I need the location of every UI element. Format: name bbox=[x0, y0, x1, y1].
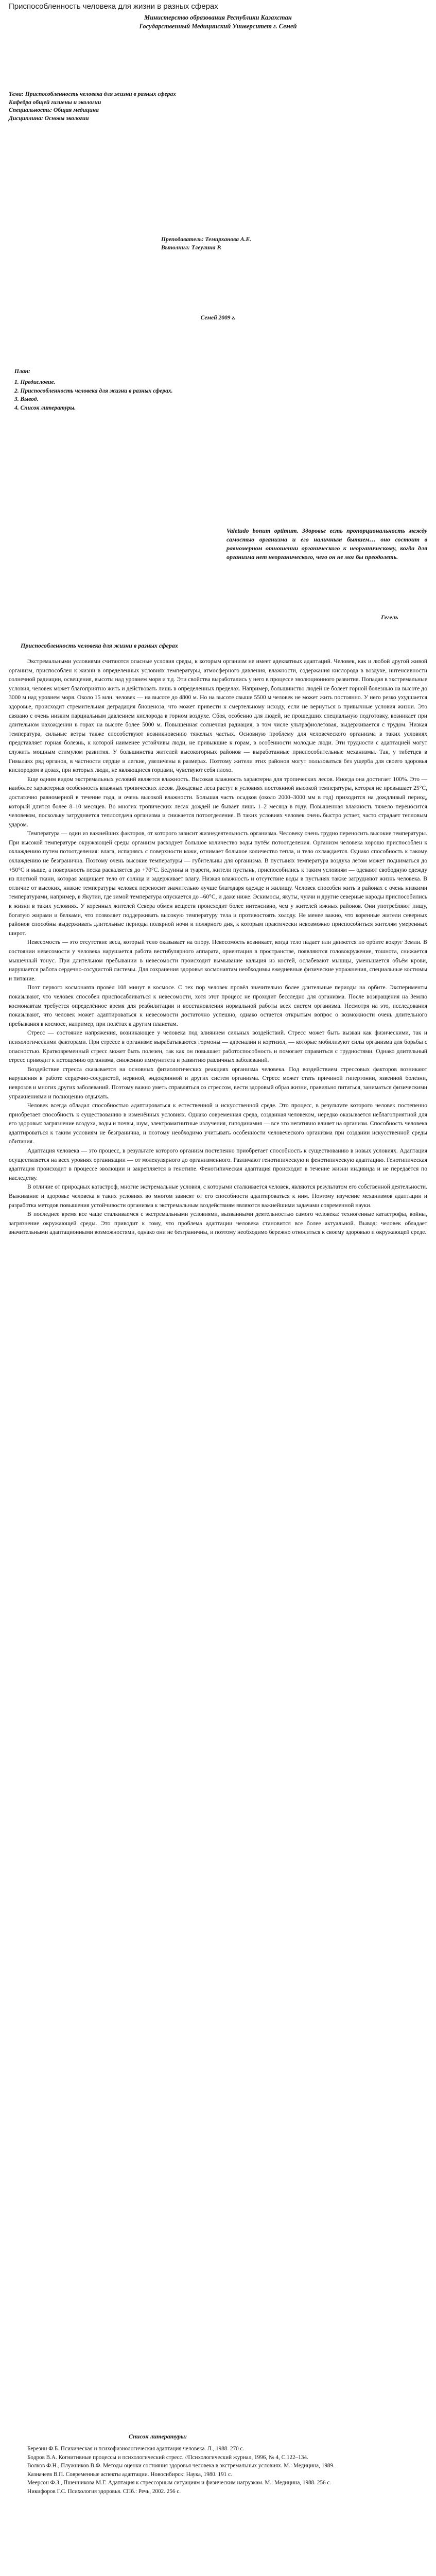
university-line: Государственный Медицинский Университет г. Семей bbox=[139, 23, 297, 30]
body-paragraph: Стресс — состояние напряжения, возникающее у человека под влиянием сильных воздействий. Стресс может быть вызван как физическими, так и психологическими факторами. При стрессе в организме вырабатываются гормоны — адреналин и кортизол, — которые мобилизуют силы организма для борьбы с опасностью. Кратковременный стресс может быть полезен, так как он повышает работоспособность и помогает справиться с трудностями. Однако длительный стресс приводит к истощению организма, снижению иммунитета и развитию различных заболеваний. bbox=[9, 1029, 427, 1064]
literature-item: Березин Ф.Б. Психическая и психофизиологическая адаптация человека. Л., 1988. 270 с. bbox=[27, 2446, 245, 2452]
epigraph-author: Гегель bbox=[381, 614, 398, 621]
plan-item: 3. Вывод. bbox=[14, 396, 39, 402]
body-paragraph: Человек всегда обладал способностью адаптироваться к естественной и искусственной среде. Это процесс, в результате которого человек постепенно приобретает способность к существованию в изменённых условиях. Однако современная среда, созданная человеком, нередко оказывается неблагоприятной для его здоровья: загрязнение воздуха, воды и почвы, шум, электромагнитные излучения, гиподинамия — все это негативно влияет на организм. Способность человека адаптироваться к таким условиям не безгранична, и поэтому необходимо учитывать особенности человеческого организма при создании искусственной среды обитания. bbox=[9, 1102, 427, 1145]
student-line: Выполнил: Тлеулина Р. bbox=[161, 244, 222, 251]
plan-item: 2. Приспособленность человека для жизни в разных сферах. bbox=[14, 387, 173, 394]
literature-item: Меерсон Ф.З., Пшенникова М.Г. Адаптация к стрессорным ситуациям и физическим нагрузкам. М.: Медицина, 1988. 256 с. bbox=[27, 2480, 332, 2486]
body-paragraph: Еще одним видом экстремальных условий является влажность. Высокая влажность характерна для тропических лесов. Иногда она достигает 100%. Это — наиболее характерная особенность влажных тропических лесов. Дождевые леса растут в условиях постоянной высокой температуры, которая не превышает 25°С, достаточно равномерной в течение года, и очень высокой влажности. Большая часть осадков (около 2000–3000 мм в год) приходится на дождливый период, который длится более 8–10 месяцев. Во многих тропических лесах дождей не бывает лишь 1–2 месяца в году. Повышенная влажность тяжело переносится человеком, поскольку затрудняется теплоотдача организма и снижается потоотделение. В таких условиях человек очень быстро устает, часто страдает тепловым ударом. bbox=[9, 775, 427, 828]
body-paragraph: В отличие от природных катастроф, многие экстремальные условия, с которыми сталкивается человек, являются результатом его собственной деятельности. Выживание и здоровье человека в таких условиях во многом зависят от его способности адаптироваться к ним. Поэтому изучение механизмов адаптации и разработка методов повышения устойчивости организма к экстремальным воздействиям являются важнейшими задачами современной науки. bbox=[9, 1183, 427, 1209]
literature-item: Волков Ф.Н., Плужников В.Ф. Методы оценки состояния здоровья человека в экстремальных условиях. М.: Медицина, 1989. bbox=[27, 2463, 335, 2469]
body-paragraph: В последнее время все чаще сталкиваемся с экстремальными условиями, вызванными деятельностью самого человека: техногенные катастрофы, войны, загрязнение окружающей среды. Это приводит к тому, что проблема адаптации человека становится все более актуальной. Вывод: человек обладает значительными адаптационными возможностями, однако они не безграничны, и поэтому необходимо бережно относиться к своему здоровью и окружающей среде. bbox=[9, 1211, 427, 1236]
body-paragraph: Адаптация человека — это процесс, в результате которого организм постепенно приобретает способность к существованию в новых условиях. Адаптация осуществляется на всех уровнях организации — от молекулярного до организменного. Различают генотипическую и фенотипическую адаптацию. Генотипическая адаптация происходит в процессе эволюции и закрепляется в генотипе. Фенотипическая адаптация происходит в течение жизни индивида и не передаётся по наследству. bbox=[9, 1147, 427, 1181]
literature-item: Никифоров Г.С. Психология здоровья. СПб.: Речь, 2002. 256 с. bbox=[27, 2488, 181, 2495]
body-paragraph: Поэт первого космонавта провёл 108 минут в космосе. С тех пор человек провёл значительно более длительные периоды на орбите. Эксперименты показывают, что человек способен приспосабливаться к невесомости, хотя этот процесс не проходит бесследно для организма. После возвращения на Землю космонавтам требуется определённое время для реабилитации и восстановления нормальной работы всех систем организма. Несмотря на это, исследования показывают, что человек может адаптироваться к невесомости достаточно успешно, однако остается открытым вопрос о возможности очень длительного пребывания в космосе, например, при полётах к другим планетам. bbox=[9, 984, 427, 1027]
teacher-line: Преподаватель: Темирханова А.Е. bbox=[161, 236, 252, 243]
ministry-line: Министерство образования Республики Казахстан bbox=[144, 14, 292, 21]
epigraph-text: Valetudo bonum optimum. Здоровье есть пропорциональность между самостью организма и его наличным бытием… оно состоит в равномерном отношении органического к неорганическому, когда для организма нет неорганического, чего он не мог бы преодолеть. bbox=[226, 527, 427, 561]
body-paragraph: Воздействие стресса сказывается на основных физиологических реакциях организма человека. Под воздействием стрессовых факторов возникают нарушения в работе сердечно-сосудистой, нервной, эндокринной и других систем организма. Стресс может стать причиной гипертонии, язвенной болезни, неврозов и многих других заболеваний. Поэтому важно уметь справляться со стрессом, вести здоровый образ жизни, правильно питаться, заниматься физическими упражнениями и полноценно отдыхать. bbox=[9, 1065, 427, 1100]
plan-title: План: bbox=[14, 368, 30, 375]
author-block bbox=[161, 236, 367, 252]
plan-item: 4. Список литературы. bbox=[14, 404, 76, 411]
section-heading: Приспособленность человека для жизни в разных сферах bbox=[21, 642, 178, 649]
body-paragraph: Экстремальными условиями считаются опасные условия среды, к которым организм не имеет адекватных адаптаций. Человек, как и любой другой живой организм, приспособлен к жизни в определенных условиях температуры, атмосферного давления, влажности, содержания кислорода в воздухе, интенсивности солнечной радиации, освещения, высоты над уровнем моря и т.д. Эти свойства выработались у него в процессе эволюционного развития. Попадая в экстремальные условия, человек может благоприятно жить и действовать лишь в определенных пределах. Например, большинство людей не болеет горной болезнью на высоте до 3000 м над уровнем моря. Около 15 млн. человек — на высоте до 4800 м. Но на высоте свыше 5500 м человек не может жить постоянно. У него резко ухудшается здоровье, происходит стремительная деградация биоценоза, что может привести к смертельному исходу, если не вернуться в привычные условия жизни. Это связано с очень низким парциальным давлением кислорода в горном воздухе. Сбоя, особенно для людей, не прошедших специальную подготовку, возникает при длительном нахождении в горах на высоте более 5000 м. Повышенная солнечная радиация, в том числе ультрафиолетовая, выдерживается с трудом. Низкая температура, сильные ветры также способствуют возникновению тяжелых частых. Основную проблему для человеческого организма в таких условиях представляет горная болезнь, к которой наименее устойчивы люди, не привыкшие к горам, в особенности молодые люди. Эти трудности с адаптацией могут служить мощным стимулом развития. У большинства жителей высокогорных районов — выработанные приспособительные механизмы. Так, у тибетцев в Гималаях ряд органов, в частности сердце и легкие, увеличены в размерах. Поэтому жители этих районов могут пользоваться без ущерба для своего здоровья кислородом в дозах, при которых люди, не являющиеся горцами, чувствуют себя плохо. bbox=[9, 658, 427, 774]
city-year: Семей 2009 г. bbox=[200, 315, 236, 321]
literature-item: Казначеев В.П. Современные аспекты адаптации. Новосибирск: Наука, 1980. 191 с. bbox=[27, 2471, 232, 2478]
meta-department: Кафедра общей гигиены и экологии bbox=[9, 99, 101, 106]
institution-title-block bbox=[9, 13, 427, 31]
body-paragraph: Температура — один из важнейших факторов, от которого зависит жизнедеятельность организма. Человеку очень трудно переносить высокие температуры. При высокой температуре окружающей среды организм расходует большое количество воды путём потоотделения. Организм человека хорошо приспособлен к охлаждению путем потоотделения: влага, испаряясь с поверхности кожи, отнимает большое количество тепла, и тело охлаждается. Однако способность к такому охлаждению не безгранична. Поэтому очень высокие температуры — губительны для организма. В пустынях температура воздуха летом может подниматься до +50°С и выше, а поверхность песка раскаляется до +70°С. Бедуины и туареги, жители пустынь, приспособились к таким условиям — одевают свободную одежду из плотной ткани, которая защищает тело от солнца и задерживает влагу. Низкая влажность и отсутствие воды в пустынях также затрудняют жизнь человека. В отличие от высоких, низкие температуры человек переносит значительно лучше благодаря одежде и жилищу. Человек способен жить в районах с очень низкими температурами, например, в Якутии, где зимой температура опускается до –60°С, и даже ниже. Эскимосы, якуты, чукчи и другие северные народы приспособились к жизни в таких условиях. У коренных жителей Севера обмен веществ происходит более интенсивно, чем у жителей южных районов. Они употребляют пищу, богатую жирами и белками, что позволяет поддерживать высокую температуру тела и противостоять холоду. Не менее важно, что коренные жители северных районов способны выдерживать длительные периоды полярной ночи и полярного дня, к которым практически невозможно приспособиться жителям умеренных широт. bbox=[9, 830, 427, 937]
plan-list bbox=[14, 378, 323, 412]
meta-specialty: Специальность: Общая медицина bbox=[9, 107, 99, 113]
literature-item: Бодров В.А. Когнитивные процессы и психологический стресс. //Психологический журнал, 1996, № 4, С.122–134. bbox=[27, 2454, 308, 2461]
body-paragraph: Невесомость — это отсутствие веса, который тело оказывает на опору. Невесомость возникает, когда тело падает или движется по орбите вокруг Земли. В состоянии невесомости у человека нарушается работа вестибулярного аппарата, ориентация в пространстве, появляются головокружение, тошнота, снижается мышечный тонус. При длительном пребывании в невесомости происходит вымывание кальция из костей, ослабевают мышцы, уменьшается объём крови, нарушается работа сердечно-сосудистой системы. Для сохранения здоровья космонавтам необходимы ежедневные физические упражнения, специальные костюмы и питание. bbox=[9, 939, 427, 982]
plan-item: 1. Предисловие. bbox=[14, 379, 56, 385]
body-text bbox=[9, 657, 427, 1237]
literature-list bbox=[9, 2445, 427, 2496]
page-top-title: Приспособленность человека для жизни в разных сферах bbox=[9, 2, 218, 11]
meta-discipline: Дисциплина: Основы экологии bbox=[9, 115, 89, 122]
document-meta bbox=[9, 91, 427, 123]
literature-heading: Список литературы: bbox=[129, 2433, 187, 2440]
meta-topic: Тема: Приспособленность человека для жизни в разных сферах bbox=[9, 91, 176, 97]
